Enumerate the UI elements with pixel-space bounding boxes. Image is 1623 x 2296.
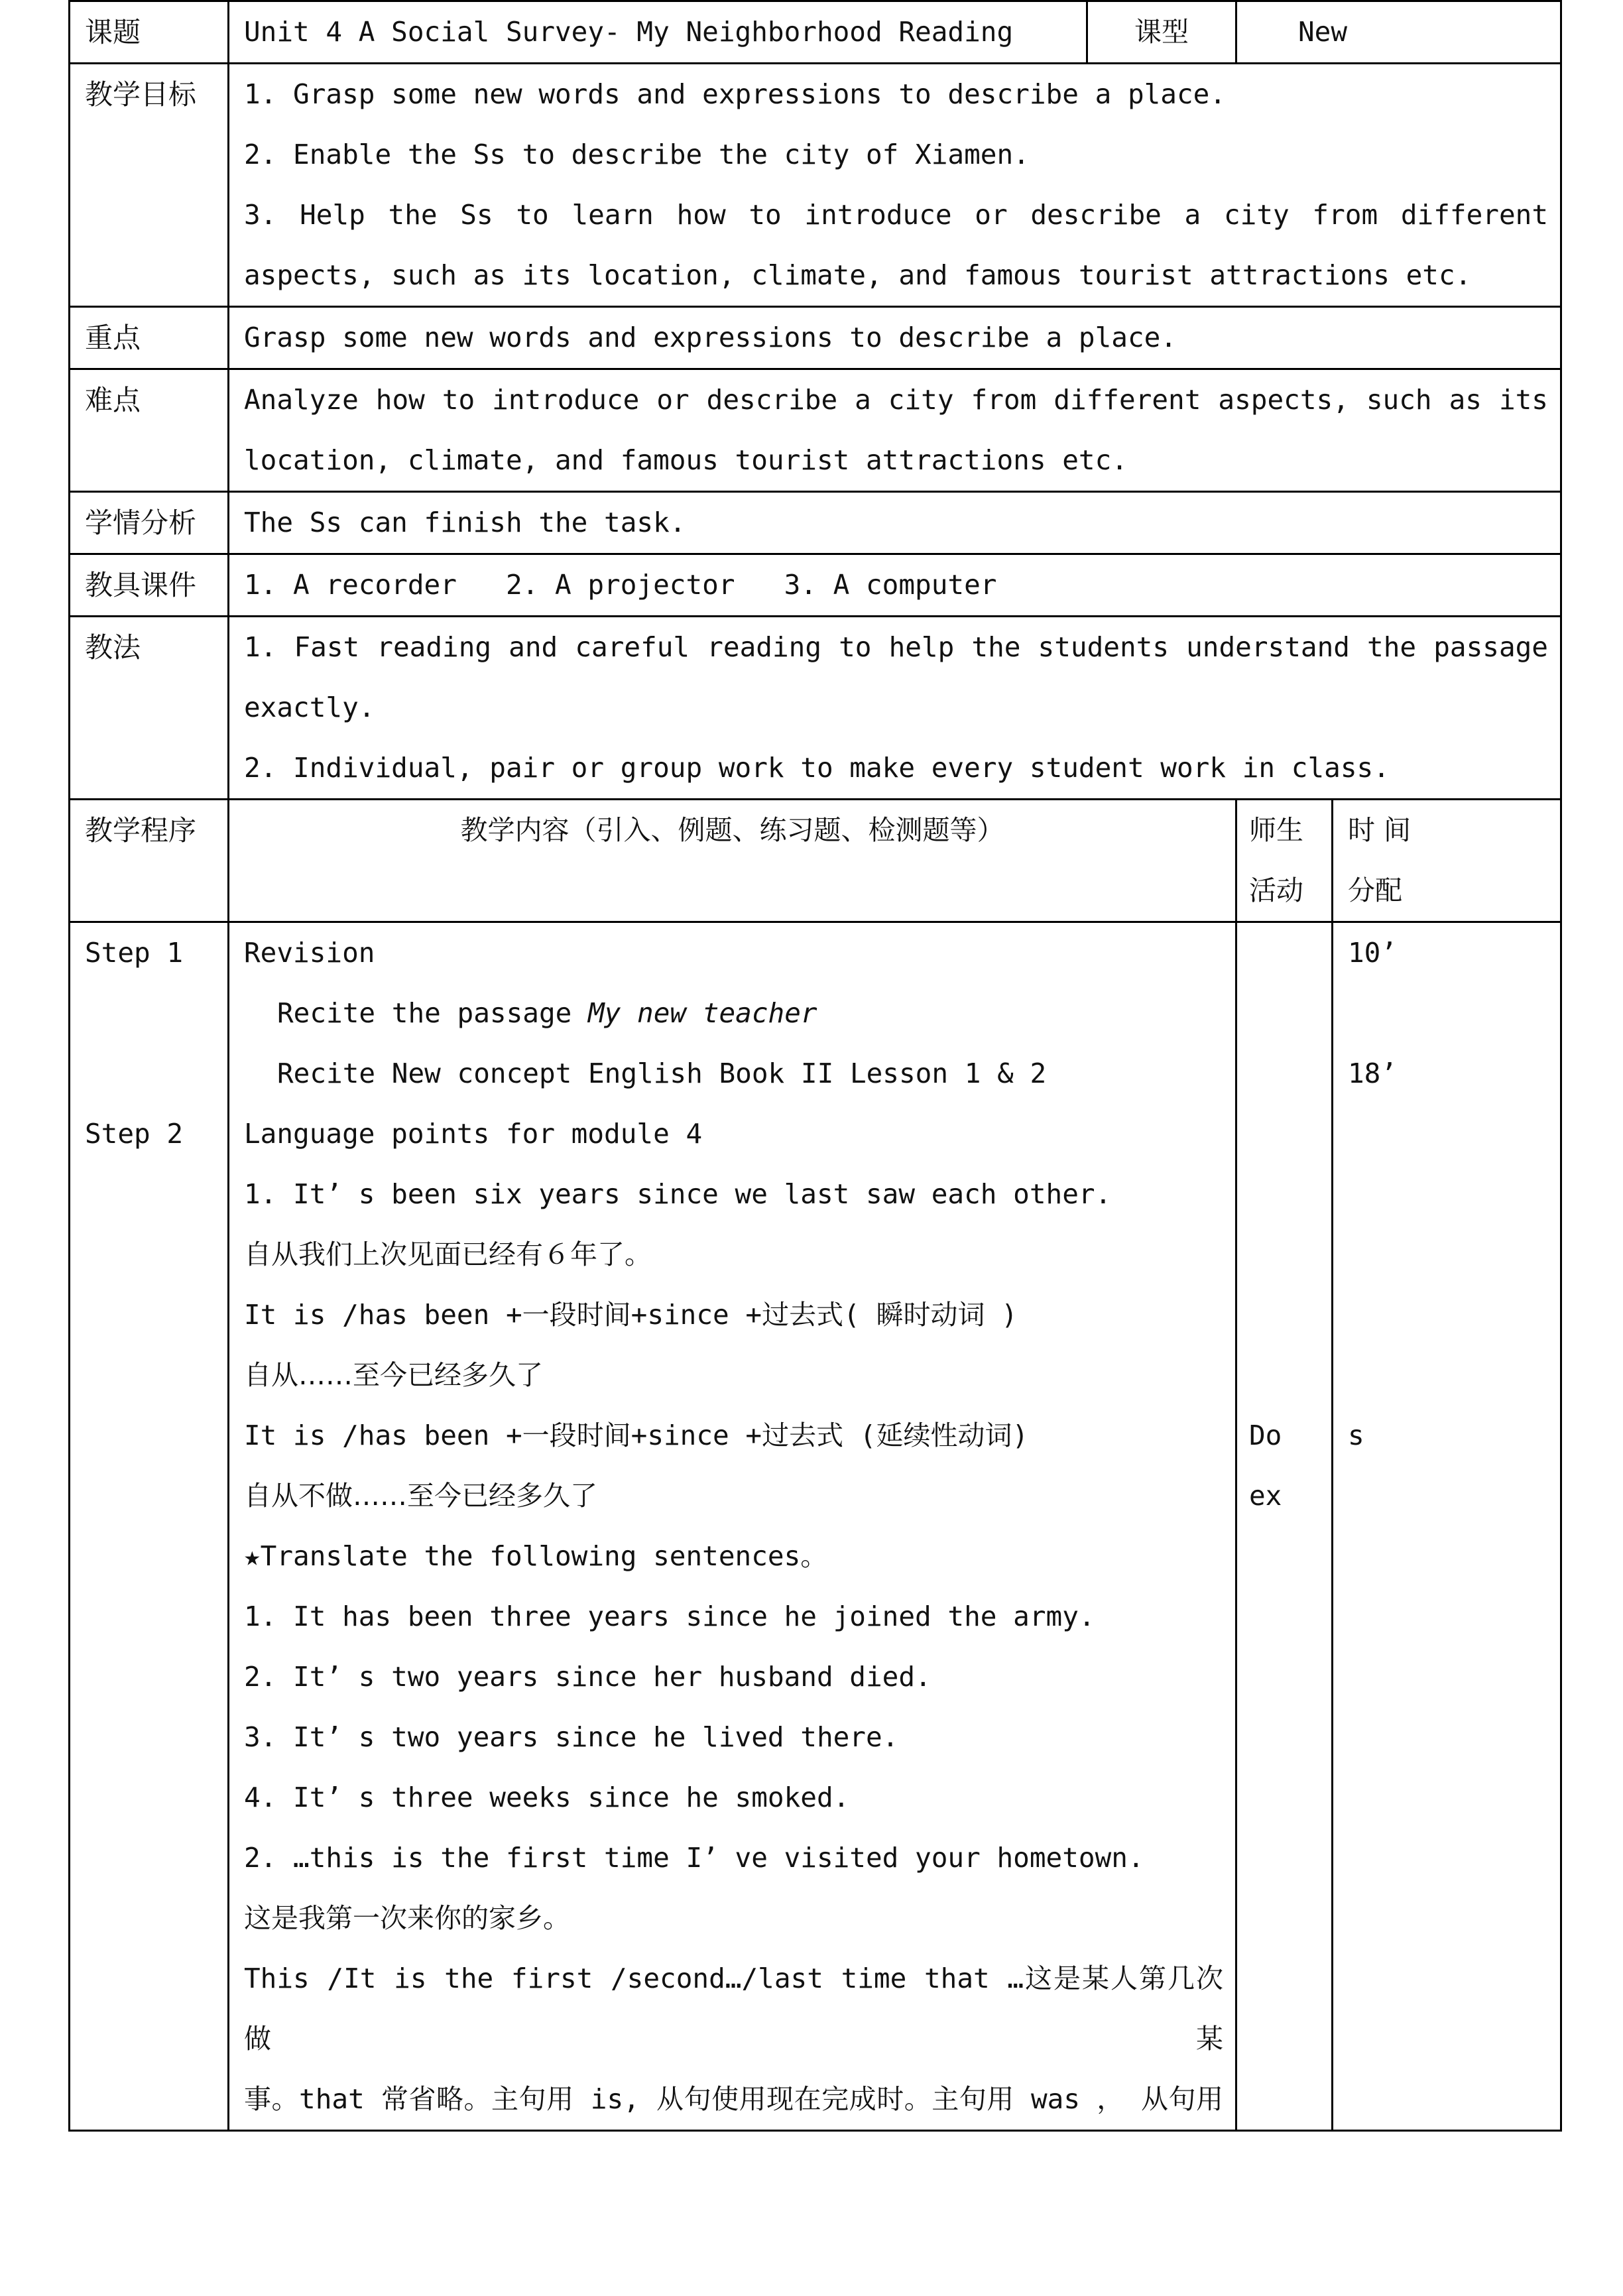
row-key-points [70,307,1561,369]
row-objectives [70,64,1561,307]
pattern-3-cont: 事。that 常省略。主句用 is, 从句使用现在完成时。主句用 was ， 从句用 [244,2083,1223,2115]
step-2: Step 2 [85,1118,184,1150]
topic-label: 课题 [70,1,229,64]
objectives-label: 教学目标 [70,64,229,307]
methods-line-1: 1. Fast reading and careful reading to help the students understand the passage [244,631,1548,663]
procedure-content-title: 教学内容（引入、例题、练习题、检测题等） [460,814,1004,846]
pattern-1-zh: 自从……至今已经多久了 [244,1359,543,1391]
time-header [1333,800,1561,922]
key-points-label: 重点 [70,307,229,369]
difficulties-content [229,369,1561,492]
activity-header-1: 师生 [1249,814,1303,846]
objective-3-cont: aspects, such as its location, climate, and famous tourist attractions etc. [244,259,1472,291]
recite-passage-prefix: Recite the passage [277,997,588,1029]
procedure-label: 教学程序 [70,800,229,922]
language-point-2: 2. …this is the first time I’ ve visited your hometown. [244,1842,1144,1874]
objective-3: 3. Help the Ss to learn how to introduce or describe a city from different [244,199,1548,231]
methods-line-3: 2. Individual, pair or group work to make every student work in class. [244,752,1390,784]
difficulties-label: 难点 [70,369,229,492]
activity-do: Do [1249,1420,1282,1451]
language-point-1: 1. It’ s been six years since we last saw each other. [244,1178,1112,1210]
row-learner-analysis [70,492,1561,554]
objective-1: 1. Grasp some new words and expressions to describe a place. [244,78,1227,110]
lesson-plan-table [68,0,1562,2132]
translate-3: 3. It’ s two years since he lived there. [244,1721,899,1753]
methods-label: 教法 [70,617,229,800]
translate-4: 4. It’ s three weeks since he smoked. [244,1782,850,1813]
time-header-2: 分配 [1348,875,1402,906]
pattern-2: It is /has been +一段时间+since +过去式 (延续性动词) [244,1420,1029,1451]
methods-line-2: exactly. [244,692,375,723]
procedure-content [229,922,1236,2131]
time-s: s [1348,1420,1364,1451]
learner-analysis-text: The Ss can finish the task. [229,492,1561,554]
revision-heading: Revision [244,937,375,969]
translate-1: 1. It has been three years since he joined the army. [244,1601,1095,1632]
tools-text: 1. A recorder 2. A projector 3. A computer [229,554,1561,617]
translate-heading: ★Translate the following sentences。 [244,1540,828,1572]
row-procedure-body [70,922,1561,2131]
row-methods [70,617,1561,800]
row-difficulties [70,369,1561,492]
pattern-1: It is /has been +一段时间+since +过去式( 瞬时动词 ) [244,1299,1018,1331]
pattern-3: This /It is the first /second…/last time that …这是某人第几次做某 [244,1963,1223,2055]
learner-analysis-label: 学情分析 [70,492,229,554]
activity-header-2: 活动 [1249,875,1303,906]
recite-passage-title: My new teacher [588,997,817,1029]
objectives-content [229,64,1561,307]
key-points-text: Grasp some new words and expressions to describe a place. [229,307,1561,369]
translate-2: 2. It’ s two years since her husband died. [244,1661,932,1693]
time-header-1: 时 间 [1348,814,1412,846]
activity-ex: ex [1249,1480,1282,1512]
objective-2: 2. Enable the Ss to describe the city of Xiamen. [244,139,1030,170]
language-point-1-zh: 自从我们上次见面已经有６年了。 [244,1239,652,1270]
recite-passage [244,983,1223,1044]
time-18: 18’ [1348,1057,1398,1089]
methods-content [229,617,1561,800]
time-column [1333,922,1561,2131]
step-1: Step 1 [85,937,184,969]
topic-value: Unit 4 A Social Survey- My Neighborhood Reading [229,1,1087,64]
pattern-2-zh: 自从不做……至今已经多久了 [244,1480,597,1512]
difficulties-line-1: Analyze how to introduce or describe a city from different aspects, such as its [244,384,1548,416]
row-procedure-header [70,800,1561,922]
lesson-plan [68,0,1560,2132]
language-points-heading: Language points for module 4 [244,1118,703,1150]
activity-header [1236,800,1333,922]
steps-column [70,922,229,2131]
recite-new-concept: Recite New concept English Book II Lesson 1 & 2 [277,1057,1047,1089]
row-tools [70,554,1561,617]
type-label: 课型 [1087,1,1236,64]
type-value: New [1236,1,1561,64]
difficulties-line-2: location, climate, and famous tourist attractions etc. [244,444,1128,476]
time-10: 10’ [1348,937,1398,969]
procedure-content-header [229,800,1236,922]
row-topic [70,1,1561,64]
language-point-2-zh: 这是我第一次来你的家乡。 [244,1902,570,1934]
activity-column [1236,922,1333,2131]
tools-label: 教具课件 [70,554,229,617]
